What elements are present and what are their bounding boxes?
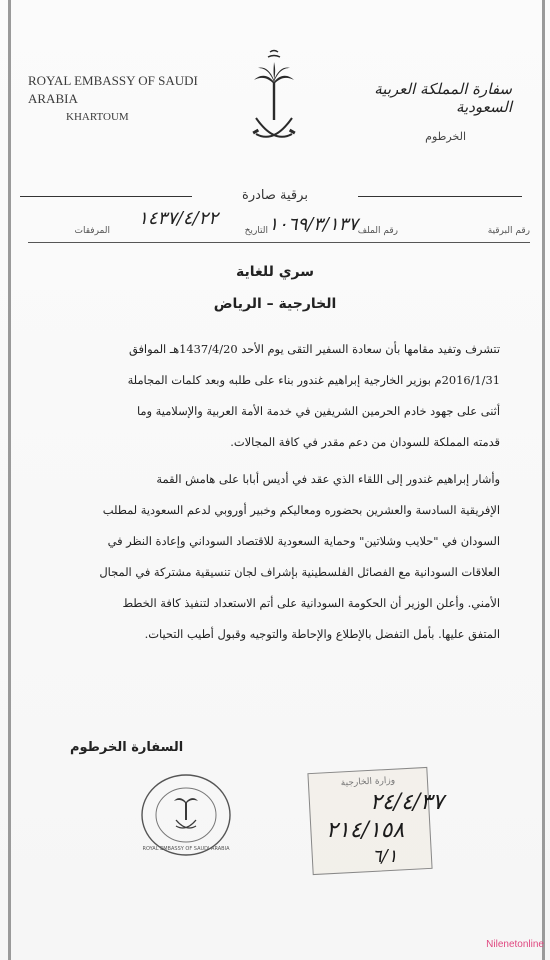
- document-type-label: برقية صادرة: [242, 188, 308, 203]
- arabic-letterhead: [322, 80, 512, 143]
- stamp-handwritten-date: ٢٤/٤/٣٧: [370, 790, 444, 815]
- addressee-heading: الخارجية – الرياض: [213, 296, 337, 312]
- arabic-city: الخرطوم: [425, 130, 466, 143]
- attachments-label: المرفقات: [74, 226, 110, 236]
- signature-block: السفارة الخرطوم: [70, 740, 184, 755]
- body-paragraph-1: [52, 334, 500, 458]
- right-edge-shadow: [542, 0, 545, 960]
- stamp-palm-icon: [174, 798, 198, 820]
- source-watermark: Nilenetonline: [486, 939, 544, 950]
- body-line: أثنى على جهود خادم الحرمين الشريفين في خدمة الأمة العربية والإسلامية وما: [136, 404, 500, 418]
- round-embassy-stamp: [138, 770, 234, 860]
- file-number-label: رقم الملف: [357, 226, 398, 236]
- reference-rule: [28, 242, 530, 243]
- round-stamp-caption: ROYAL EMBASSY OF SAUDI ARABIA: [142, 846, 230, 852]
- telegram-number-value: ١٠٦٩/٣/١٣٧: [268, 214, 358, 235]
- stamp-box-header: وزارة الخارجية: [340, 775, 396, 789]
- body-paragraph-2: [52, 464, 500, 650]
- body-line: العلاقات السودانية مع الفصائل الفلسطينية بإشراف لجان تنسيقية مشتركة في المجال: [99, 565, 500, 579]
- classification-heading: سري للغاية: [235, 264, 315, 280]
- body-line: 2016/1/31م بوزير الخارجية إبراهيم غندور بناء على طلبه وبعد كلمات المجاملة: [127, 373, 500, 387]
- body-line: قدمته المملكة للسودان من دعم مقدر في كافة المجالات.: [230, 435, 500, 449]
- body-line: المتفق عليها. بأمل التفضل بالإطلاع والإحاطة والتوجيه وقبول أطيب التحيات.: [144, 627, 500, 641]
- left-edge-shadow: [8, 0, 11, 960]
- palm-swords-emblem-icon: [250, 48, 298, 148]
- body-line: السودان في "حلايب وشلاتين" وحماية السعودية للاقتصاد السوداني وإعادة النظر في: [107, 534, 500, 548]
- telegram-number-label: رقم البرقية: [487, 226, 530, 236]
- english-letterhead: [28, 72, 218, 126]
- arabic-embassy-name: سفارة المملكة العربية السعودية: [374, 80, 512, 116]
- body-line: الأمني. وأعلن الوزير أن الحكومة السودانية على أتم الاستعداد لتنفيذ كافة الخطط: [122, 596, 500, 610]
- english-city: KHARTOUM: [66, 111, 129, 123]
- stamp-handwritten-number: ٢١٤/١٥٨: [326, 818, 405, 843]
- english-embassy-name: ROYAL EMBASSY OF SAUDI ARABIA: [28, 73, 198, 106]
- body-line: وأشار إبراهيم غندور إلى اللقاء الذي عقد في أديس أبابا على هامش القمة: [156, 472, 500, 486]
- body-line: تتشرف وتفيد مقامها بأن سعادة السفير التقى يوم الأحد 1437/4/20هـ الموافق: [128, 342, 500, 356]
- stamp-handwritten-extra: ٦/١: [372, 846, 398, 867]
- body-line: الإفريقية السادسة والعشرين بحضوره ومعاليكم وخبير أوروبي لدعم السعودية لمطلب: [102, 503, 500, 517]
- reference-row: [30, 208, 530, 242]
- date-value: ١٤٣٧/٤/٢٢: [138, 208, 218, 229]
- date-label: التاريخ: [244, 226, 268, 236]
